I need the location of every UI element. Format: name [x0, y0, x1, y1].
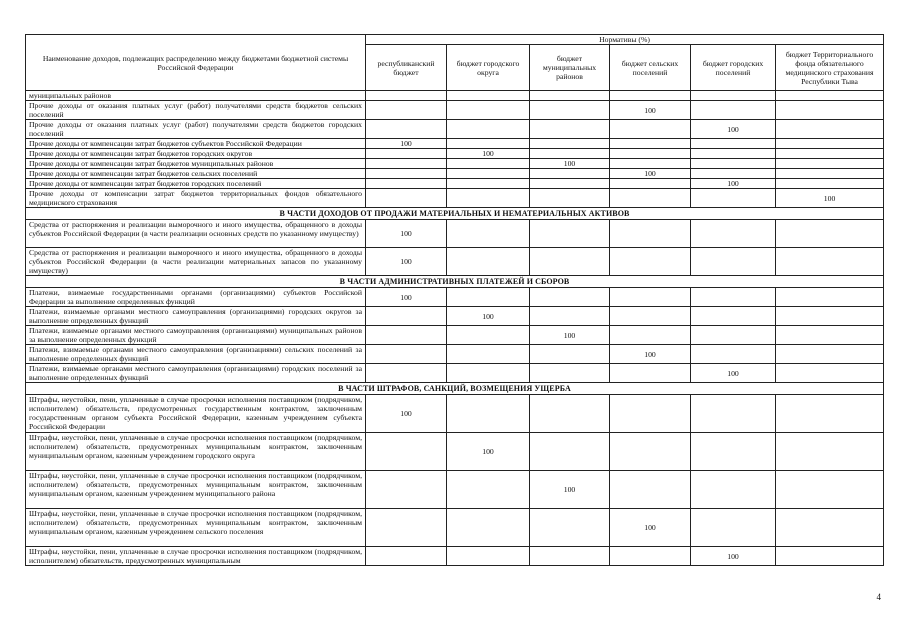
revenue-name-cell: Штрафы, неустойки, пени, уплаченные в случае просрочки исполнения поставщиком (подрядчиком, исполнителем) обязательств, предусмотренных муниципальным контрактом, заключенным муниципальным органом, казенным учреждением сельского поселения — [26, 509, 366, 547]
normative-value-cell: 100 — [610, 345, 691, 364]
normative-value-cell — [530, 179, 610, 189]
normative-value-cell — [447, 220, 530, 248]
revenue-name-cell: Штрафы, неустойки, пени, уплаченные в случае просрочки исполнения поставщиком (подрядчиком, исполнителем) обязательств, предусмотренных муниципальным контрактом, заключенным муниципальным органом, казенным учреждением городского округа — [26, 433, 366, 471]
normative-value-cell — [776, 509, 884, 547]
normative-value-cell — [610, 149, 691, 159]
normative-value-cell — [691, 149, 776, 159]
normative-value-cell: 100 — [447, 149, 530, 159]
normative-value-cell — [691, 189, 776, 208]
normative-value-cell — [447, 120, 530, 139]
normative-value-cell — [776, 433, 884, 471]
normative-value-cell — [530, 149, 610, 159]
normative-value-cell — [776, 547, 884, 566]
normative-value-cell — [691, 326, 776, 345]
normative-value-cell — [610, 326, 691, 345]
normative-value-cell — [610, 120, 691, 139]
normative-value-cell — [366, 326, 447, 345]
normative-value-cell — [610, 91, 691, 101]
normative-value-cell — [776, 471, 884, 509]
normative-value-cell — [610, 220, 691, 248]
normative-value-cell — [366, 179, 447, 189]
normative-value-cell — [691, 345, 776, 364]
table-row — [26, 189, 884, 208]
table-row — [26, 326, 884, 345]
section-heading: В ЧАСТИ АДМИНИСТРАТИВНЫХ ПЛАТЕЖЕЙ И СБОРОВ — [26, 276, 884, 288]
normative-value-cell — [691, 248, 776, 276]
revenue-name-cell: Штрафы, неустойки, пени, уплаченные в случае просрочки исполнения поставщиком (подрядчиком, исполнителем) обязательств, предусмотренных муниципальным контрактом, заключенным муниципальным органом, казенным учреждением муниципального района — [26, 471, 366, 509]
revenue-name-cell: Прочие доходы от оказания платных услуг (работ) получателями средств бюджетов городских поселений — [26, 120, 366, 139]
normative-value-cell — [610, 433, 691, 471]
normative-value-cell — [776, 288, 884, 307]
normative-value-cell — [776, 220, 884, 248]
revenue-name-cell: Прочие доходы от оказания платных услуг (работ) получателями средств бюджетов сельских поселений — [26, 101, 366, 120]
table-row — [26, 433, 884, 471]
revenue-name-cell: Средства от распоряжения и реализации выморочного и иного имущества, обращенного в доходы субъектов Российской Федерации (в части реализации основных средств по указанному имуществу) — [26, 220, 366, 248]
normative-value-cell — [530, 248, 610, 276]
table-row — [26, 139, 884, 149]
normative-value-cell — [530, 139, 610, 149]
normative-value-cell — [366, 189, 447, 208]
normative-value-cell — [530, 91, 610, 101]
normative-value-cell — [691, 471, 776, 509]
normative-value-cell: 100 — [691, 547, 776, 566]
normative-value-cell: 100 — [530, 326, 610, 345]
normative-value-cell: 100 — [366, 248, 447, 276]
normative-value-cell — [447, 179, 530, 189]
table-row — [26, 91, 884, 101]
revenue-name-cell: Платежи, взимаемые государственными органами (организациями) субъектов Российской Федерации за выполнение определенных функций — [26, 288, 366, 307]
normative-value-cell — [776, 149, 884, 159]
table-row — [26, 120, 884, 139]
normative-value-cell — [447, 509, 530, 547]
table-body — [26, 91, 884, 566]
normative-value-cell — [691, 220, 776, 248]
revenue-name-cell: Платежи, взимаемые органами местного самоуправления (организациями) городских поселений за выполнение определенных функций — [26, 364, 366, 383]
normative-value-cell — [776, 364, 884, 383]
normative-value-cell — [447, 345, 530, 364]
normative-value-cell: 100 — [366, 139, 447, 149]
table-row — [26, 248, 884, 276]
normative-value-cell — [691, 169, 776, 179]
table-row — [26, 395, 884, 433]
normative-value-cell — [691, 139, 776, 149]
normative-value-cell: 100 — [447, 307, 530, 326]
revenue-name-cell: Прочие доходы от компенсации затрат бюджетов городских поселений — [26, 179, 366, 189]
revenue-name-cell: муниципальных районов — [26, 91, 366, 101]
normative-value-cell — [366, 471, 447, 509]
normative-value-cell — [366, 364, 447, 383]
revenue-name-cell: Прочие доходы от компенсации затрат бюджетов городских округов — [26, 149, 366, 159]
normative-value-cell — [776, 179, 884, 189]
normative-value-cell: 100 — [447, 433, 530, 471]
table-row — [26, 509, 884, 547]
normative-value-cell — [691, 509, 776, 547]
normative-value-cell — [776, 139, 884, 149]
normative-value-cell — [366, 91, 447, 101]
section-row — [26, 383, 884, 395]
normative-value-cell — [366, 547, 447, 566]
revenue-name-cell: Прочие доходы от компенсации затрат бюджетов сельских поселений — [26, 169, 366, 179]
normative-value-cell — [691, 288, 776, 307]
normative-value-cell — [530, 364, 610, 383]
page-number: 4 — [876, 592, 881, 602]
normative-value-cell — [447, 159, 530, 169]
header-col-republic: республиканский бюджет — [366, 45, 447, 91]
normative-value-cell — [691, 91, 776, 101]
revenue-name-cell: Прочие доходы от компенсации затрат бюджетов субъектов Российской Федерации — [26, 139, 366, 149]
revenue-name-cell: Платежи, взимаемые органами местного самоуправления (организациями) сельских поселений за выполнение определенных функций — [26, 345, 366, 364]
normative-value-cell — [447, 547, 530, 566]
revenue-name-cell: Штрафы, неустойки, пени, уплаченные в случае просрочки исполнения поставщиком (подрядчиком, исполнителем) обязательств, предусмотренных муниципальным — [26, 547, 366, 566]
normative-value-cell — [530, 101, 610, 120]
normative-value-cell — [610, 471, 691, 509]
normative-value-cell — [610, 248, 691, 276]
normative-value-cell — [447, 326, 530, 345]
header-col-municipal-districts: бюджет муниципальных районов — [530, 45, 610, 91]
normative-value-cell: 100 — [691, 364, 776, 383]
revenue-name-cell: Прочие доходы от компенсации затрат бюджетов муниципальных районов — [26, 159, 366, 169]
normative-value-cell — [691, 159, 776, 169]
revenue-distribution-table — [25, 34, 884, 566]
normative-value-cell — [776, 248, 884, 276]
normative-value-cell: 100 — [366, 288, 447, 307]
normative-value-cell — [776, 91, 884, 101]
normative-value-cell — [610, 288, 691, 307]
normative-value-cell — [530, 169, 610, 179]
normative-value-cell — [530, 189, 610, 208]
normative-value-cell — [691, 307, 776, 326]
normative-value-cell — [530, 307, 610, 326]
normative-value-cell — [366, 169, 447, 179]
normative-value-cell: 100 — [366, 220, 447, 248]
normative-value-cell: 100 — [610, 101, 691, 120]
normative-value-cell: 100 — [610, 169, 691, 179]
normative-value-cell — [610, 139, 691, 149]
normative-value-cell: 100 — [610, 509, 691, 547]
normative-value-cell: 100 — [776, 189, 884, 208]
normative-value-cell — [776, 345, 884, 364]
normative-value-cell — [366, 101, 447, 120]
header-normatives: Нормативы (%) — [366, 35, 884, 45]
normative-value-cell — [530, 433, 610, 471]
normative-value-cell — [447, 471, 530, 509]
header-col-rural-settlements: бюджет сельских поселений — [610, 45, 691, 91]
table-row — [26, 179, 884, 189]
normative-value-cell — [366, 159, 447, 169]
header-col-urban-settlements: бюджет городских поселений — [691, 45, 776, 91]
normative-value-cell — [366, 120, 447, 139]
table-row — [26, 307, 884, 326]
normative-value-cell — [610, 395, 691, 433]
normative-value-cell — [610, 159, 691, 169]
normative-value-cell — [366, 307, 447, 326]
table-row — [26, 471, 884, 509]
normative-value-cell — [691, 433, 776, 471]
revenue-name-cell: Платежи, взимаемые органами местного самоуправления (организациями) городских округов за выполнение определенных функций — [26, 307, 366, 326]
header-col-tfoms: бюджет Территориального фонда обязательного медицинского страхования Республики Тыва — [776, 45, 884, 91]
normative-value-cell — [530, 345, 610, 364]
normative-value-cell — [447, 139, 530, 149]
normative-value-cell — [530, 509, 610, 547]
normative-value-cell — [610, 179, 691, 189]
normative-value-cell — [610, 307, 691, 326]
header-col-city-district: бюджет городского округа — [447, 45, 530, 91]
normative-value-cell — [447, 288, 530, 307]
normative-value-cell — [610, 189, 691, 208]
table-row — [26, 169, 884, 179]
normative-value-cell — [691, 101, 776, 120]
normative-value-cell — [447, 395, 530, 433]
table-row — [26, 149, 884, 159]
normative-value-cell — [530, 288, 610, 307]
normative-value-cell: 100 — [691, 179, 776, 189]
header-row-top — [26, 35, 884, 45]
normative-value-cell — [530, 120, 610, 139]
section-row — [26, 276, 884, 288]
table-row — [26, 220, 884, 248]
section-row — [26, 208, 884, 220]
normative-value-cell — [530, 547, 610, 566]
revenue-name-cell: Штрафы, неустойки, пени, уплаченные в случае просрочки исполнения поставщиком (подрядчиком, исполнителем) обязательств, предусмотренных государственным контрактом, заключенным государственным органом субъекта Российской Федерации, казенным учреждением субъекта Российской Федерации — [26, 395, 366, 433]
normative-value-cell: 100 — [366, 395, 447, 433]
normative-value-cell — [776, 307, 884, 326]
normative-value-cell — [776, 169, 884, 179]
normative-value-cell — [776, 326, 884, 345]
normative-value-cell — [447, 91, 530, 101]
normative-value-cell — [610, 364, 691, 383]
section-heading: В ЧАСТИ ШТРАФОВ, САНКЦИЙ, ВОЗМЕЩЕНИЯ УЩЕРБА — [26, 383, 884, 395]
normative-value-cell — [447, 364, 530, 383]
table-row — [26, 547, 884, 566]
normative-value-cell — [366, 345, 447, 364]
normative-value-cell — [366, 509, 447, 547]
table-row — [26, 288, 884, 307]
normative-value-cell — [776, 159, 884, 169]
normative-value-cell — [610, 547, 691, 566]
normative-value-cell — [447, 248, 530, 276]
normative-value-cell — [447, 169, 530, 179]
normative-value-cell — [447, 101, 530, 120]
normative-value-cell — [447, 189, 530, 208]
header-name-column: Наименование доходов, подлежащих распределению между бюджетами бюджетной системы Российской Федерации — [26, 35, 366, 91]
normative-value-cell — [776, 395, 884, 433]
normative-value-cell — [776, 101, 884, 120]
table-row — [26, 345, 884, 364]
section-heading: В ЧАСТИ ДОХОДОВ ОТ ПРОДАЖИ МАТЕРИАЛЬНЫХ И НЕМАТЕРИАЛЬНЫХ АКТИВОВ — [26, 208, 884, 220]
normative-value-cell: 100 — [530, 159, 610, 169]
normative-value-cell — [366, 433, 447, 471]
table-row — [26, 364, 884, 383]
normative-value-cell — [530, 395, 610, 433]
normative-value-cell — [530, 220, 610, 248]
normative-value-cell: 100 — [530, 471, 610, 509]
normative-value-cell — [366, 149, 447, 159]
table-row — [26, 101, 884, 120]
normative-value-cell: 100 — [691, 120, 776, 139]
revenue-name-cell: Прочие доходы от компенсации затрат бюджетов территориальных фондов обязательного медицинского страхования — [26, 189, 366, 208]
table-row — [26, 159, 884, 169]
revenue-name-cell: Платежи, взимаемые органами местного самоуправления (организациями) муниципальных районов за выполнение определенных функций — [26, 326, 366, 345]
normative-value-cell — [691, 395, 776, 433]
revenue-name-cell: Средства от распоряжения и реализации выморочного и иного имущества, обращенного в доходы субъектов Российской Федерации (в части реализации материальных запасов по указанному имуществу) — [26, 248, 366, 276]
normative-value-cell — [776, 120, 884, 139]
